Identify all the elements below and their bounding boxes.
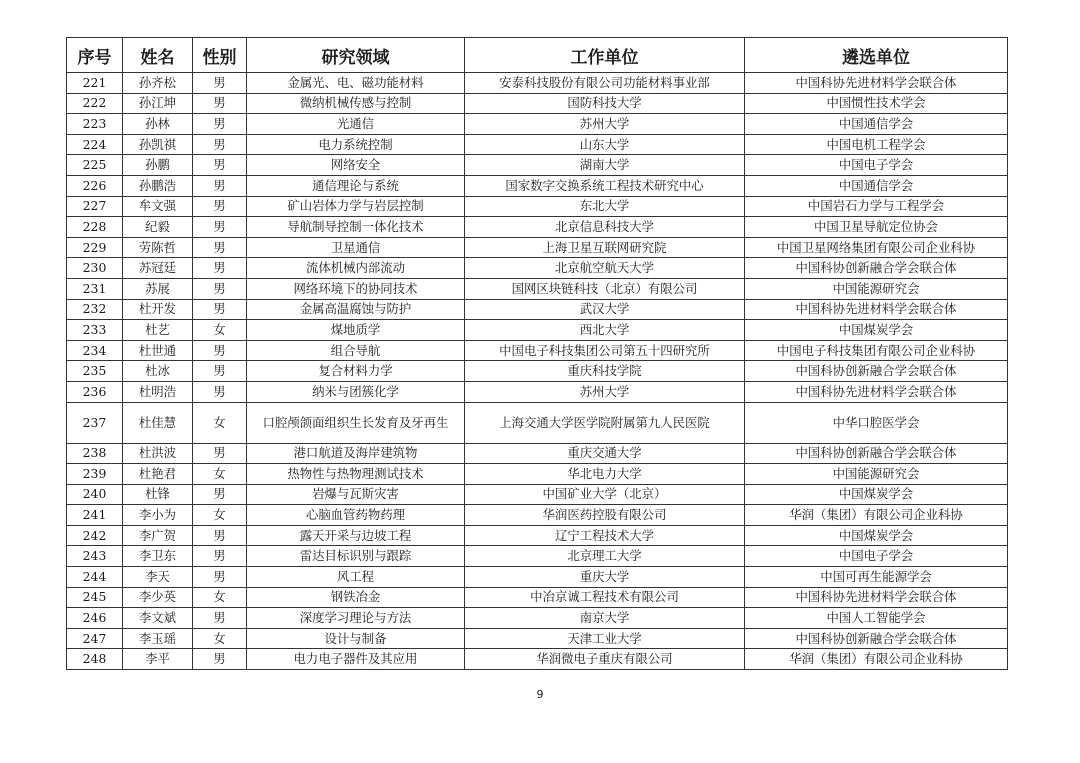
cell-name: 劳陈哲 <box>123 237 193 258</box>
cell-name: 孙林 <box>123 114 193 135</box>
cell-research-field: 卫星通信 <box>247 237 465 258</box>
page-number: 9 <box>536 688 544 701</box>
cell-index: 246 <box>67 608 123 629</box>
cell-research-field: 风工程 <box>247 567 465 588</box>
cell-gender: 男 <box>193 361 247 382</box>
cell-selection-unit: 中国煤炭学会 <box>745 320 1008 341</box>
table-row <box>67 505 1008 526</box>
cell-gender: 男 <box>193 278 247 299</box>
cell-gender: 女 <box>193 587 247 608</box>
cell-work-unit: 重庆大学 <box>465 567 745 588</box>
cell-gender: 男 <box>193 299 247 320</box>
cell-name: 李卫东 <box>123 546 193 567</box>
table-row <box>67 649 1008 670</box>
cell-gender: 男 <box>193 340 247 361</box>
header-index: 序号 <box>67 38 123 73</box>
table-row <box>67 443 1008 464</box>
table-row <box>67 114 1008 135</box>
cell-gender: 男 <box>193 567 247 588</box>
cell-gender: 男 <box>193 546 247 567</box>
cell-research-field: 深度学习理论与方法 <box>247 608 465 629</box>
cell-index: 221 <box>67 73 123 94</box>
header-gender: 性别 <box>193 38 247 73</box>
cell-selection-unit: 中国科协创新融合学会联合体 <box>745 443 1008 464</box>
cell-gender: 男 <box>193 175 247 196</box>
cell-index: 224 <box>67 134 123 155</box>
cell-index: 236 <box>67 381 123 402</box>
cell-work-unit: 国家数字交换系统工程技术研究中心 <box>465 175 745 196</box>
table-row <box>67 464 1008 485</box>
cell-index: 242 <box>67 525 123 546</box>
cell-index: 231 <box>67 278 123 299</box>
cell-work-unit: 山东大学 <box>465 134 745 155</box>
cell-gender: 男 <box>193 484 247 505</box>
cell-index: 230 <box>67 258 123 279</box>
cell-name: 杜明浩 <box>123 381 193 402</box>
cell-research-field: 复合材料力学 <box>247 361 465 382</box>
table-row <box>67 278 1008 299</box>
cell-name: 李文斌 <box>123 608 193 629</box>
cell-name: 李小为 <box>123 505 193 526</box>
table-row <box>67 196 1008 217</box>
cell-research-field: 光通信 <box>247 114 465 135</box>
table-header-row <box>67 38 1008 73</box>
cell-selection-unit: 中国电机工程学会 <box>745 134 1008 155</box>
cell-name: 杜佳慧 <box>123 402 193 443</box>
cell-research-field: 热物性与热物理测试技术 <box>247 464 465 485</box>
cell-name: 杜艺 <box>123 320 193 341</box>
cell-selection-unit: 中国科协先进材料学会联合体 <box>745 587 1008 608</box>
cell-index: 248 <box>67 649 123 670</box>
table-row <box>67 628 1008 649</box>
cell-gender: 男 <box>193 649 247 670</box>
cell-selection-unit: 中国煤炭学会 <box>745 525 1008 546</box>
table-row <box>67 484 1008 505</box>
cell-work-unit: 中国矿业大学（北京） <box>465 484 745 505</box>
cell-index: 237 <box>67 402 123 443</box>
cell-research-field: 微纳机械传感与控制 <box>247 93 465 114</box>
table-row <box>67 525 1008 546</box>
cell-gender: 男 <box>193 73 247 94</box>
talent-list-table <box>66 37 1008 670</box>
cell-gender: 男 <box>193 443 247 464</box>
cell-name: 孙齐松 <box>123 73 193 94</box>
cell-index: 233 <box>67 320 123 341</box>
cell-index: 229 <box>67 237 123 258</box>
table-row <box>67 258 1008 279</box>
cell-gender: 女 <box>193 628 247 649</box>
cell-research-field: 金属光、电、磁功能材料 <box>247 73 465 94</box>
cell-work-unit: 上海卫星互联网研究院 <box>465 237 745 258</box>
cell-selection-unit: 华润（集团）有限公司企业科协 <box>745 505 1008 526</box>
cell-name: 杜世通 <box>123 340 193 361</box>
table-body <box>67 73 1008 670</box>
cell-selection-unit: 中华口腔医学会 <box>745 402 1008 443</box>
cell-work-unit: 湖南大学 <box>465 155 745 176</box>
cell-name: 李平 <box>123 649 193 670</box>
cell-gender: 男 <box>193 93 247 114</box>
cell-name: 杜艳君 <box>123 464 193 485</box>
cell-work-unit: 华润医药控股有限公司 <box>465 505 745 526</box>
cell-work-unit: 西北大学 <box>465 320 745 341</box>
cell-work-unit: 东北大学 <box>465 196 745 217</box>
cell-research-field: 口腔颅颌面组织生长发育及牙再生 <box>247 402 465 443</box>
cell-index: 223 <box>67 114 123 135</box>
cell-gender: 男 <box>193 608 247 629</box>
cell-selection-unit: 中国科协先进材料学会联合体 <box>745 73 1008 94</box>
cell-gender: 女 <box>193 402 247 443</box>
cell-work-unit: 天津工业大学 <box>465 628 745 649</box>
cell-index: 226 <box>67 175 123 196</box>
cell-research-field: 纳米与团簇化学 <box>247 381 465 402</box>
table-row <box>67 93 1008 114</box>
table-row <box>67 567 1008 588</box>
cell-research-field: 心脑血管药物药理 <box>247 505 465 526</box>
cell-selection-unit: 中国电子学会 <box>745 546 1008 567</box>
header-name: 姓名 <box>123 38 193 73</box>
cell-gender: 男 <box>193 155 247 176</box>
cell-index: 240 <box>67 484 123 505</box>
cell-work-unit: 武汉大学 <box>465 299 745 320</box>
cell-selection-unit: 中国通信学会 <box>745 175 1008 196</box>
cell-index: 232 <box>67 299 123 320</box>
cell-index: 225 <box>67 155 123 176</box>
cell-name: 纪毅 <box>123 217 193 238</box>
cell-index: 247 <box>67 628 123 649</box>
cell-research-field: 煤地质学 <box>247 320 465 341</box>
header-research-field: 研究领域 <box>247 38 465 73</box>
cell-work-unit: 中冶京诚工程技术有限公司 <box>465 587 745 608</box>
cell-name: 牟文强 <box>123 196 193 217</box>
cell-work-unit: 北京信息科技大学 <box>465 217 745 238</box>
cell-work-unit: 安泰科技股份有限公司功能材料事业部 <box>465 73 745 94</box>
cell-work-unit: 上海交通大学医学院附属第九人民医院 <box>465 402 745 443</box>
cell-research-field: 电力电子器件及其应用 <box>247 649 465 670</box>
cell-gender: 女 <box>193 505 247 526</box>
cell-name: 李天 <box>123 567 193 588</box>
table-row <box>67 73 1008 94</box>
cell-index: 222 <box>67 93 123 114</box>
cell-selection-unit: 中国煤炭学会 <box>745 484 1008 505</box>
cell-name: 孙鹏 <box>123 155 193 176</box>
cell-selection-unit: 中国电子学会 <box>745 155 1008 176</box>
cell-work-unit: 国网区块链科技（北京）有限公司 <box>465 278 745 299</box>
cell-work-unit: 重庆交通大学 <box>465 443 745 464</box>
cell-work-unit: 北京理工大学 <box>465 546 745 567</box>
cell-gender: 男 <box>193 525 247 546</box>
cell-name: 孙鹏浩 <box>123 175 193 196</box>
cell-research-field: 雷达目标识别与跟踪 <box>247 546 465 567</box>
cell-selection-unit: 中国科协先进材料学会联合体 <box>745 299 1008 320</box>
table-row <box>67 340 1008 361</box>
cell-research-field: 矿山岩体力学与岩层控制 <box>247 196 465 217</box>
cell-gender: 男 <box>193 217 247 238</box>
header-selection-unit: 遴选单位 <box>745 38 1008 73</box>
cell-selection-unit: 中国可再生能源学会 <box>745 567 1008 588</box>
cell-research-field: 组合导航 <box>247 340 465 361</box>
cell-name: 杜开发 <box>123 299 193 320</box>
cell-work-unit: 华北电力大学 <box>465 464 745 485</box>
cell-name: 李广贺 <box>123 525 193 546</box>
cell-selection-unit: 中国科协创新融合学会联合体 <box>745 628 1008 649</box>
table-row <box>67 175 1008 196</box>
cell-selection-unit: 中国能源研究会 <box>745 278 1008 299</box>
cell-selection-unit: 中国能源研究会 <box>745 464 1008 485</box>
cell-research-field: 电力系统控制 <box>247 134 465 155</box>
cell-selection-unit: 中国卫星导航定位协会 <box>745 217 1008 238</box>
cell-index: 238 <box>67 443 123 464</box>
cell-name: 李少英 <box>123 587 193 608</box>
cell-selection-unit: 中国电子科技集团有限公司企业科协 <box>745 340 1008 361</box>
cell-name: 孙凯祺 <box>123 134 193 155</box>
table-row <box>67 237 1008 258</box>
header-work-unit: 工作单位 <box>465 38 745 73</box>
cell-selection-unit: 中国通信学会 <box>745 114 1008 135</box>
table-row <box>67 320 1008 341</box>
cell-index: 245 <box>67 587 123 608</box>
table-row <box>67 361 1008 382</box>
cell-name: 苏冠廷 <box>123 258 193 279</box>
cell-index: 239 <box>67 464 123 485</box>
cell-gender: 男 <box>193 381 247 402</box>
cell-name: 苏展 <box>123 278 193 299</box>
cell-selection-unit: 中国人工智能学会 <box>745 608 1008 629</box>
cell-gender: 男 <box>193 196 247 217</box>
cell-research-field: 网络环境下的协同技术 <box>247 278 465 299</box>
cell-gender: 女 <box>193 464 247 485</box>
cell-research-field: 金属高温腐蚀与防护 <box>247 299 465 320</box>
cell-work-unit: 重庆科技学院 <box>465 361 745 382</box>
cell-research-field: 网络安全 <box>247 155 465 176</box>
cell-research-field: 设计与制备 <box>247 628 465 649</box>
table-row <box>67 217 1008 238</box>
cell-index: 244 <box>67 567 123 588</box>
cell-name: 杜锋 <box>123 484 193 505</box>
cell-work-unit: 苏州大学 <box>465 114 745 135</box>
cell-selection-unit: 中国惯性技术学会 <box>745 93 1008 114</box>
cell-research-field: 流体机械内部流动 <box>247 258 465 279</box>
cell-index: 235 <box>67 361 123 382</box>
table-row <box>67 155 1008 176</box>
cell-gender: 男 <box>193 114 247 135</box>
cell-name: 杜冰 <box>123 361 193 382</box>
cell-selection-unit: 中国科协创新融合学会联合体 <box>745 258 1008 279</box>
cell-selection-unit: 中国科协创新融合学会联合体 <box>745 361 1008 382</box>
table-row <box>67 299 1008 320</box>
cell-research-field: 露天开采与边坡工程 <box>247 525 465 546</box>
table-row <box>67 546 1008 567</box>
cell-index: 234 <box>67 340 123 361</box>
cell-index: 241 <box>67 505 123 526</box>
cell-gender: 男 <box>193 258 247 279</box>
cell-name: 杜洪波 <box>123 443 193 464</box>
cell-work-unit: 中国电子科技集团公司第五十四研究所 <box>465 340 745 361</box>
table-row <box>67 381 1008 402</box>
cell-research-field: 导航制导控制一体化技术 <box>247 217 465 238</box>
cell-research-field: 港口航道及海岸建筑物 <box>247 443 465 464</box>
cell-gender: 女 <box>193 320 247 341</box>
cell-index: 243 <box>67 546 123 567</box>
cell-name: 李玉瑶 <box>123 628 193 649</box>
cell-work-unit: 辽宁工程技术大学 <box>465 525 745 546</box>
cell-work-unit: 苏州大学 <box>465 381 745 402</box>
cell-gender: 男 <box>193 134 247 155</box>
cell-work-unit: 北京航空航天大学 <box>465 258 745 279</box>
cell-work-unit: 南京大学 <box>465 608 745 629</box>
cell-index: 227 <box>67 196 123 217</box>
cell-selection-unit: 中国岩石力学与工程学会 <box>745 196 1008 217</box>
cell-research-field: 通信理论与系统 <box>247 175 465 196</box>
cell-selection-unit: 中国卫星网络集团有限公司企业科协 <box>745 237 1008 258</box>
cell-research-field: 岩爆与瓦斯灾害 <box>247 484 465 505</box>
table-row <box>67 134 1008 155</box>
cell-work-unit: 国防科技大学 <box>465 93 745 114</box>
cell-name: 孙江坤 <box>123 93 193 114</box>
cell-gender: 男 <box>193 237 247 258</box>
cell-selection-unit: 中国科协先进材料学会联合体 <box>745 381 1008 402</box>
cell-work-unit: 华润微电子重庆有限公司 <box>465 649 745 670</box>
table-row <box>67 402 1008 443</box>
cell-index: 228 <box>67 217 123 238</box>
table-row <box>67 608 1008 629</box>
table-row <box>67 587 1008 608</box>
cell-research-field: 钢铁冶金 <box>247 587 465 608</box>
cell-selection-unit: 华润（集团）有限公司企业科协 <box>745 649 1008 670</box>
